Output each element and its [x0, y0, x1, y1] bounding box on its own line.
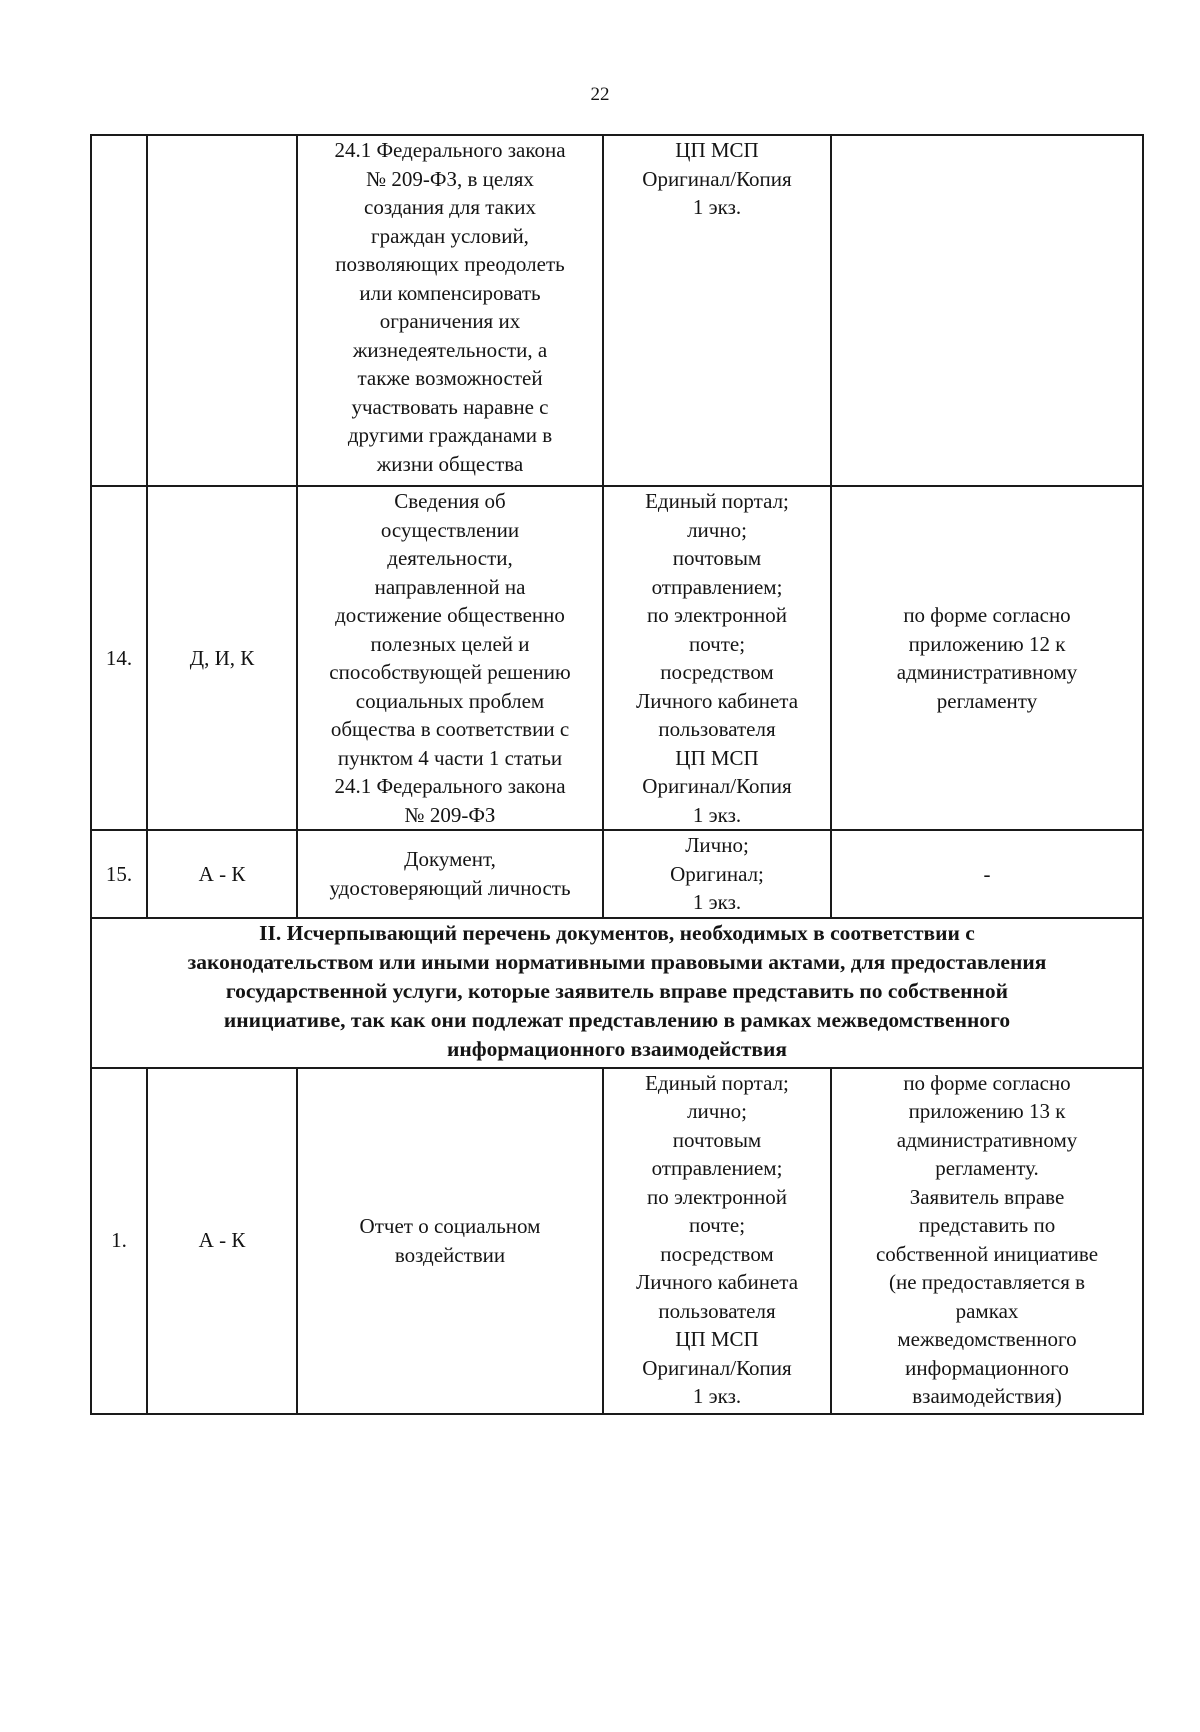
document-name-line: ограничения их	[379, 309, 521, 333]
submission-line: 1 экз.	[692, 802, 742, 827]
submission-line: Единый портал;	[645, 489, 789, 513]
document-name-line: № 209-ФЗ, в целях	[366, 166, 534, 191]
requirements-line: представить по	[918, 1213, 1056, 1237]
document-name-line: № 209-ФЗ	[404, 802, 496, 827]
section-heading-line: государственной услуги, которые заявитель вправе представить по собственной	[225, 978, 1009, 1003]
section-heading-line: информационного взаимодействия	[446, 1036, 788, 1061]
document-name-line: социальных проблем	[355, 688, 545, 713]
table-row-15	[91, 830, 1143, 918]
submission-line: Оригинал/Копия	[642, 166, 792, 191]
requirements-line: межведомственного	[897, 1327, 1077, 1351]
document-name-line: создания для таких	[364, 195, 536, 219]
documents-table	[90, 134, 1144, 1415]
submission-line: 1 экз.	[692, 195, 742, 219]
row-number-cell: 1.	[91, 1068, 147, 1414]
document-name-line: пунктом 4 части 1 статьи	[337, 745, 563, 770]
submission-line: отправлением;	[651, 1156, 783, 1180]
submission-line: ЦП МСП	[675, 745, 759, 770]
submission-line: посредством	[660, 1241, 774, 1266]
document-name-line: полезных целей и	[370, 631, 530, 656]
submission-method-cell	[603, 135, 831, 486]
submission-method-cell	[603, 830, 831, 918]
document-name-line: позволяющих преодолеть	[335, 252, 565, 276]
submission-line: посредством	[660, 660, 774, 684]
requirements-line: информационного	[905, 1355, 1069, 1380]
submission-line: Оригинал/Копия	[642, 774, 792, 798]
requirements-line: приложению 12 к	[908, 631, 1066, 656]
section-heading-row	[91, 918, 1143, 1068]
submission-line: Личного кабинета	[635, 1270, 799, 1294]
document-name-line: общества в соответствии с	[330, 717, 570, 741]
submission-line: отправлением;	[651, 574, 783, 599]
document-name-line: Документ,	[404, 847, 496, 872]
submission-line: почтовым	[672, 1127, 762, 1152]
row-number-cell: 14.	[91, 486, 147, 830]
requirements-line: по форме согласно	[903, 603, 1071, 627]
submission-line: пользователя	[658, 1298, 776, 1323]
requirements-line: (не предоставляется в	[888, 1270, 1086, 1294]
submission-line: ЦП МСП	[675, 138, 759, 162]
section-heading-line: II. Исчерпывающий перечень документов, необходимых в соответствии с	[259, 920, 975, 945]
submission-line: ЦП МСП	[675, 1327, 759, 1351]
document-name-cell	[297, 1068, 603, 1414]
requirements-line: по форме согласно	[903, 1070, 1071, 1095]
table-row-continuation	[91, 135, 1143, 486]
submission-line: Лично;	[685, 833, 749, 857]
document-name-line: граждан условий,	[371, 223, 529, 248]
submission-line: Оригинал;	[670, 861, 764, 886]
requirements-line: регламенту	[936, 688, 1038, 713]
submission-line: Личного кабинета	[635, 688, 799, 713]
submission-line: Оригинал/Копия	[642, 1355, 792, 1380]
category-cell	[147, 135, 297, 486]
requirements-cell: -	[831, 830, 1143, 918]
row-number-cell	[91, 135, 147, 486]
section-heading-line: инициативе, так как они подлежат представлению в рамках межведомственного	[223, 1007, 1011, 1032]
submission-line: 1 экз.	[692, 890, 742, 914]
table-row-1	[91, 1068, 1143, 1414]
table-row-14	[91, 486, 1143, 830]
requirements-line: приложению 13 к	[908, 1099, 1066, 1123]
requirements-line: административному	[896, 660, 1078, 684]
document-name-line: жизни общества	[376, 451, 524, 476]
document-name-cell	[297, 830, 603, 918]
document-name-line: осуществлении	[380, 517, 520, 542]
row-number-cell: 15.	[91, 830, 147, 918]
document-name-line: также возможностей	[357, 366, 543, 390]
section-heading	[91, 918, 1143, 1068]
submission-line: по электронной	[647, 1184, 787, 1209]
submission-line: лично;	[687, 1099, 747, 1123]
requirements-line: собственной инициативе	[875, 1241, 1099, 1266]
document-name-line: удостоверяющий личность	[329, 875, 571, 900]
document-name-line: жизнедеятельности, а	[352, 337, 548, 362]
submission-method-cell	[603, 1068, 831, 1414]
requirements-line: рамках	[955, 1298, 1019, 1323]
category-cell: А - К	[147, 830, 297, 918]
document-name-line: Сведения об	[394, 489, 506, 513]
submission-method-cell	[603, 486, 831, 830]
document-name-line: или компенсировать	[359, 280, 541, 305]
submission-line: по электронной	[647, 603, 787, 627]
category-cell: Д, И, К	[147, 486, 297, 830]
section-heading-line: законодательством или иными нормативными правовыми актами, для предоставления	[187, 949, 1047, 974]
submission-line: почте;	[688, 631, 746, 656]
requirements-cell	[831, 1068, 1143, 1414]
document-name-cell	[297, 486, 603, 830]
document-name-line: другими гражданами в	[347, 423, 553, 447]
requirements-cell	[831, 486, 1143, 830]
document-name-line: Отчет о социальном	[359, 1214, 541, 1238]
submission-line: почтовым	[672, 546, 762, 570]
submission-line: Единый портал;	[645, 1070, 789, 1095]
document-name-line: 24.1 Федерального закона	[334, 138, 566, 162]
page-number: 22	[590, 84, 610, 105]
requirements-line: административному	[896, 1127, 1078, 1152]
requirements-cell	[831, 135, 1143, 486]
requirements-line: взаимодействия)	[912, 1384, 1062, 1408]
document-name-line: деятельности,	[387, 546, 513, 570]
document-name-cell	[297, 135, 603, 486]
document-name-line: участвовать наравне с	[351, 394, 549, 419]
submission-line: лично;	[687, 517, 747, 542]
document-name-line: воздействии	[394, 1242, 506, 1267]
submission-line: пользователя	[658, 717, 776, 741]
category-cell: А - К	[147, 1068, 297, 1414]
document-name-line: достижение общественно	[335, 603, 565, 627]
submission-line: почте;	[688, 1213, 746, 1237]
document-name-line: способствующей решению	[329, 660, 571, 684]
document-name-line: 24.1 Федерального закона	[334, 774, 566, 798]
requirements-line: Заявитель вправе	[909, 1184, 1065, 1209]
submission-line: 1 экз.	[692, 1384, 742, 1408]
document-name-line: направленной на	[374, 574, 526, 599]
requirements-line: регламенту.	[935, 1156, 1039, 1180]
